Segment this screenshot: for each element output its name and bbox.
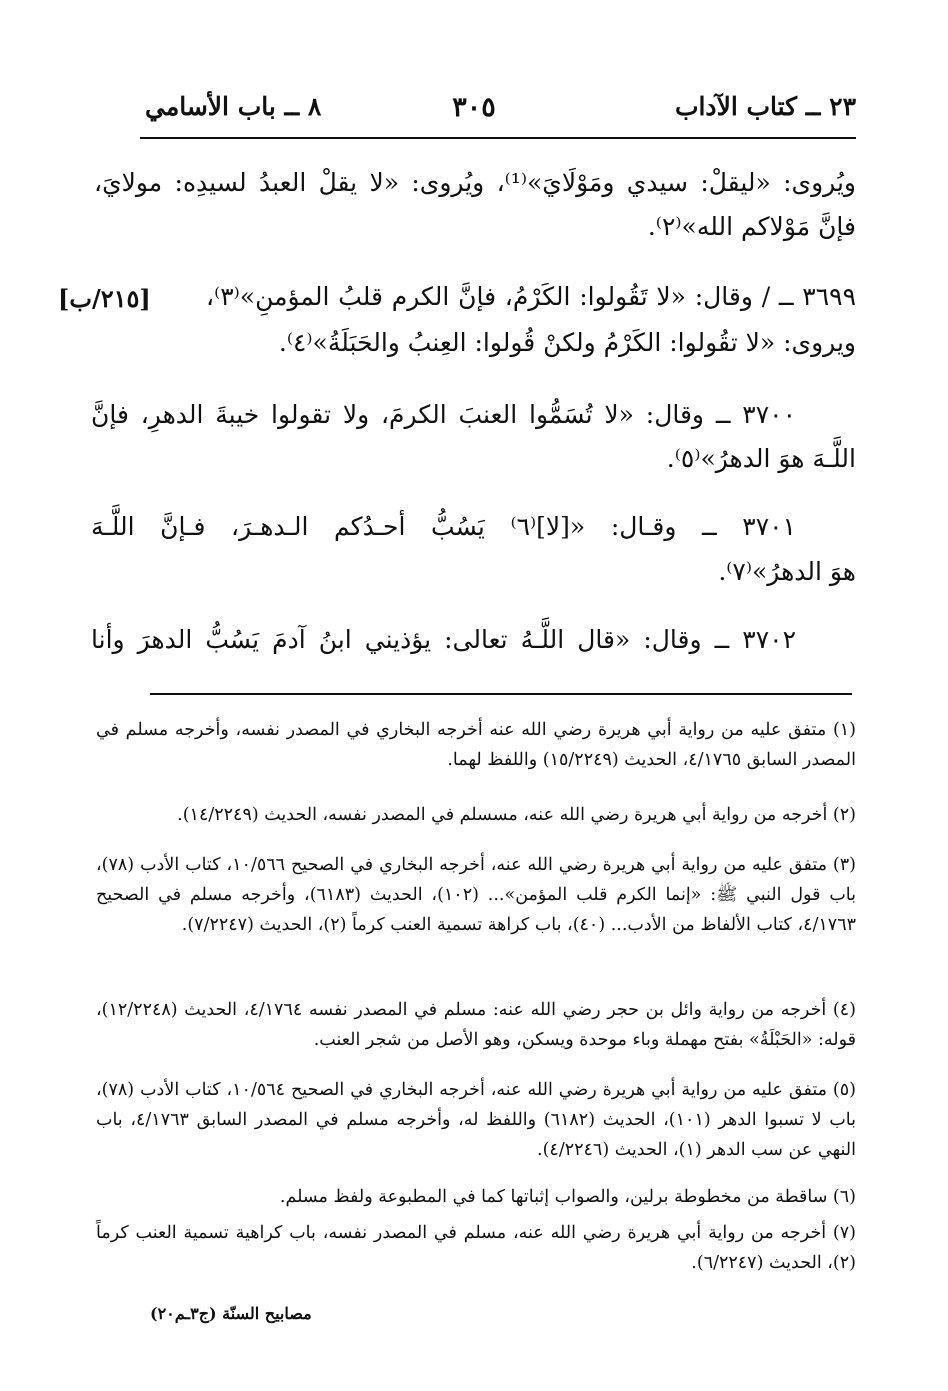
hadith-3701-line-1: ٣٧٠١ ــ وقـال: «[لا]⁽٦⁾ يَسُبُّ أحـدُكم الـدهـرَ، فـإنَّ اللَّـهَ (91, 512, 796, 541)
header-rule (140, 137, 856, 139)
footnote-text: (٥) متفق عليه من رواية أبي هريرة رضي الله عنه، أخرجه البخاري في الصحيح ١٠/٥٦٤، كتاب الأدب (٧٨)، باب لا تسبوا الدهر (١٠١)، الحديث (٦١٨٢) واللفظ له، وأخرجه مسلم في المصدر السابق ٤/١٧٦٣، باب النهي عن سب الدهر (١)، الحديث (٤/٢٢٤٦). (96, 1080, 857, 1160)
footnote-5 (96, 1075, 856, 1165)
footnote-text: (٤) أخرجه من رواية وائل بن حجر رضي الله عنه: مسلم في المصدر نفسه ٤/١٧٦٤، الحديث (١٢/٢٢٤٨)، قوله: «الحَبْلَةُ» بفتح مهملة وباء موحدة ويسكن، وهو الأصل من شجر العنب. (96, 1000, 856, 1050)
hadith-3699-line-2: ويروى: «لا تقُولوا: الكَرْمُ ولكنْ قُولوا: العِنبُ والحَبَلَةُ»⁽٤⁾. (278, 328, 856, 357)
footnote-4 (96, 995, 856, 1055)
section-title: ٨ ــ باب الأسامي (145, 92, 322, 121)
footnote-text: (٦) ساقطة من مخطوطة برلين، والصواب إثباتها كما في المطبوعة ولفظ مسلم. (279, 1187, 856, 1207)
hadith-3699-line-1: ٣٦٩٩ ــ / وقال: «لا تَقُولوا: الكَرْمُ، فإنَّ الكرم قلبُ المؤمنِ»⁽٣⁾، (206, 282, 856, 311)
footnote-2 (96, 800, 856, 830)
footnote-1 (96, 715, 856, 775)
hadith-3701-line-2: هوَ الدهرُ»⁽٧⁾. (718, 557, 856, 586)
footnote-text: (١) متفق عليه من رواية أبي هريرة رضي الله عنه أخرجه البخاري في المصدر نفسه، وأخرجه مسلم في المصدر السابق ٤/١٧٦٥، الحديث (١٥/٢٢٤٩) واللفظ لهما. (96, 720, 856, 770)
footnote-text: (٧) أخرجه من رواية أبي هريرة رضي الله عنه، مسلم في المصدر نفسه، باب كراهية تسمية العنب كرماً (٢)، الحديث (٦/٢٢٤٧). (96, 1223, 856, 1273)
footnote-text: (٢) أخرجه من رواية أبي هريرة رضي الله عنه، مسسلم في المصدر نفسه، الحديث (١٤/٢٢٤٩). (177, 805, 856, 825)
body-line-2: فإنَّ مَوْلاكم الله»⁽٢⁾. (647, 212, 856, 241)
hadith-3700-line-1: ٣٧٠٠ ــ وقال: «لا تُسَمُّوا العنبَ الكرمَ، ولا تقولوا خيبةَ الدهرِ، فإنَّ (91, 400, 796, 429)
footnote-7 (96, 1218, 856, 1278)
footnote-6 (96, 1182, 856, 1212)
footnote-3 (96, 850, 856, 940)
printer-signature: مصابيح السنّة (ج٣ـم٢٠) (150, 1304, 312, 1323)
footnote-text: (٣) متفق عليه من رواية أبي هريرة رضي الله عنه، أخرجه البخاري في الصحيح ١٠/٥٦٦، كتاب الأدب (٧٨)، باب قول النبي ﷺ: «إنما الكرم قلب المؤمن»... (١٠٢)، الحديث (٦١٨٣)، وأخرجه مسلم في الصحيح ٤/١٧٦٣، كتاب الألفاظ من الأدب... (٤٠)، باب كراهة تسمية العنب كرماً (٢)، الحديث (٧/٢٢٤٧). (96, 855, 857, 935)
page-number: ٣٠٥ (452, 92, 496, 123)
chapter-title: ٢٣ ــ كتاب الآداب (674, 92, 856, 121)
hadith-3702-line-1: ٣٧٠٢ ــ وقال: «قال اللَّـهُ تعالى: يؤذيني ابنُ آدمَ يَسُبُّ الدهرَ وأنا (91, 625, 796, 654)
body-line-1: ويُروى: «ليقلْ: سيدي ومَوْلَايَ»⁽¹⁾، ويُروى: «لا يقلْ العبدُ لسيدِه: مولايَ، (94, 168, 856, 197)
manuscript-folio-note: [٢١٥/ب] (58, 284, 151, 313)
footnote-separator (150, 693, 852, 695)
hadith-3700-line-2: اللَّـهَ هوَ الدهرُ»⁽٥⁾. (666, 444, 856, 473)
